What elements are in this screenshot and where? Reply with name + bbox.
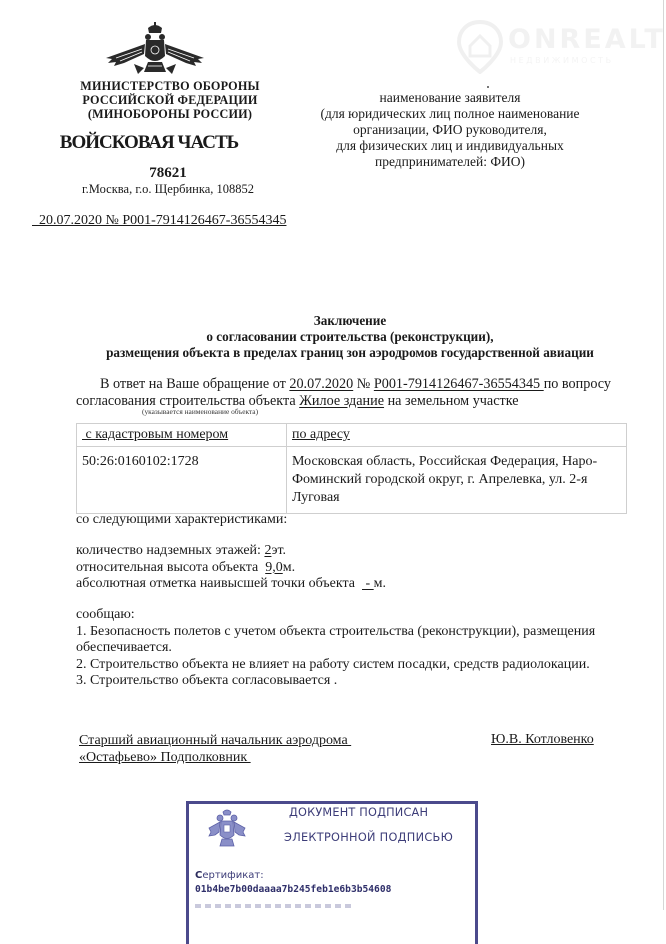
electronic-signature-stamp [186,801,478,944]
absolute-mark-line [76,576,386,593]
stamp-heading-electronic: ЭЛЕКТРОННОЙ ПОДПИСЬЮ [284,831,454,844]
height-line [76,560,386,577]
title-line: размещения объекта в пределах границ зон аэродромов государственной авиации [106,345,594,360]
military-unit-address: г.Москва, г.о. Щербинка, 108852 [81,182,255,196]
title-line: Заключение [313,313,387,328]
position-line: Старший авиационный начальник аэродрома [79,733,352,748]
signatory-name: Ю.В. Котловенко [491,732,594,747]
table-row [77,447,627,514]
request-date: 20.07.2020 [289,376,354,392]
applicant-line: организации, ФИО руководителя, [353,122,547,137]
intro-mid: по вопросу согласования строительства объекта [76,376,611,409]
document-reference: 20.07.2020 № P001-7914126467-36554345 [32,213,287,228]
intro-paragraph [76,376,636,410]
signatory-position [79,732,379,768]
applicant-line: (для юридических лиц полное наименование [320,106,580,121]
characteristics-list [76,543,386,593]
report-item: 1. Безопасность полетов с учетом объекта строительства (реконструкции), размещения обеспечивается. [76,623,596,655]
height-value: 9,0 [265,559,283,575]
object-name: Жилое здание [299,393,385,409]
cropped-owner-line [195,904,355,908]
floors-unit: эт. [271,543,287,558]
certificate-label [195,870,264,881]
certificate-label-initial: С [195,870,203,881]
number-sign: № [353,376,374,392]
military-unit-title: ВОЙСКОВАЯ ЧАСТЬ [59,132,239,153]
absolute-mark-label: абсолютная отметка наивысшей точки объекта [76,576,362,591]
watermark-brand: ONREALT [508,24,666,55]
cadastral-number: 50:26:0160102:1728 [77,447,287,514]
applicant-block [300,90,600,170]
certificate-serial: 01b4be7b00daaaa7b245feb1e6b3b54608 [195,884,392,895]
ministry-line: МИНИСТЕРСТВО ОБОРОНЫ [80,79,260,93]
object-caption: (указывается наименование объекта) [142,407,259,416]
document-title [60,313,640,361]
onrealt-watermark [456,20,666,76]
floors-value: 2 [264,543,272,558]
floors-label: количество надземных этажей: [76,543,265,558]
title-line: о согласовании строительства (реконструкции), [206,329,494,344]
intro-suffix: на земельном участке [384,393,519,409]
applicant-line: для физических лиц и индивидуальных [336,138,564,153]
height-unit: м. [282,559,296,575]
ministry-line: РОССИЙСКОЙ ФЕДЕРАЦИИ [82,93,258,107]
certificate-label-rest: ертификат: [202,870,264,881]
floors-line [76,543,386,560]
parcel-address: Московская область, Российская Федерация, Наро-Фоминский городской округ, г. Апрелевка, ул. 2-я Луговая [287,447,627,514]
applicant-line: наименование заявителя [379,90,521,105]
page-edge-rule [663,0,664,910]
request-number: P001-7914126467-36554345 [373,376,544,392]
characteristics-intro: со следующими характеристиками: [76,512,288,527]
ministry-line: (МИНОБОРОНЫ РОССИИ) [87,107,253,121]
parcel-table [76,423,627,514]
stamp-heading-signed: ДОКУМЕНТ ПОДПИСАН [289,806,429,819]
watermark-subtitle: НЕДВИЖИМОСТЬ [510,56,614,65]
absolute-mark-unit: м. [373,576,387,591]
report-intro: сообщаю: [76,607,135,622]
header-cadastral-number: с кадастровым номером [77,424,287,447]
russian-coat-of-arms-icon [207,808,247,848]
header-address: по адресу [287,424,627,447]
ministry-name [40,79,300,121]
military-unit-number: 78621 [149,165,187,181]
applicant-line: предпринимателей: ФИО) [374,154,526,169]
double-headed-eagle-emblem-icon [104,22,206,78]
report-item: 2. Строительство объекта не влияет на работу систем посадки, средств радиолокации. [76,656,590,672]
location-pin-house-icon [456,20,504,74]
conclusion-report [76,607,636,690]
stray-mark [487,86,489,88]
height-label: относительная высота объекта [76,559,266,575]
intro-prefix: В ответ на Ваше обращение от [100,376,290,392]
position-line: «Остафьево» Подполковник [79,750,251,765]
table-header-row [77,424,627,447]
absolute-mark-value: - [362,576,374,591]
report-item: 3. Строительство объекта согласовывается . [76,673,338,688]
